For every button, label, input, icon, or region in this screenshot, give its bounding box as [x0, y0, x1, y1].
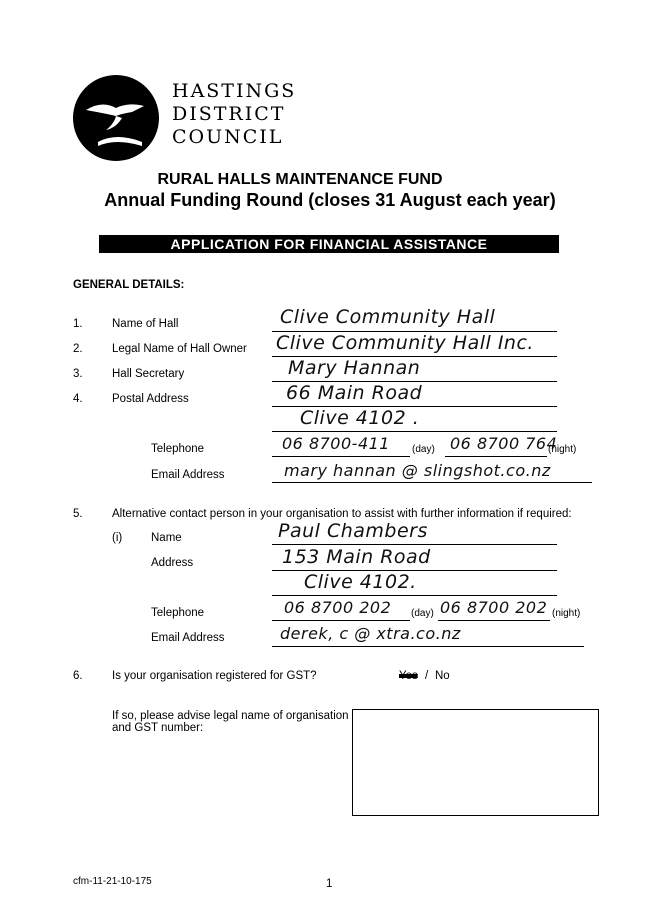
- gst-note-line1: If so, please advise legal name of organisation: [112, 710, 349, 722]
- postal-address-line1: 66 Main Road: [286, 382, 423, 404]
- email-line: [272, 482, 592, 483]
- alt-night-label: (night): [552, 608, 581, 619]
- council-logo: [72, 72, 164, 164]
- alt-address-line2: Clive 4102.: [304, 571, 417, 593]
- label-alt-contact: Alternative contact person in your organisation to assist with further information if required:: [112, 508, 572, 520]
- alt-address-line2-rule: [272, 595, 557, 596]
- email-value: mary hannan @ slingshot.co.nz: [284, 461, 551, 480]
- telephone-night-line: [445, 456, 547, 457]
- postal-address-line2: Clive 4102 .: [300, 407, 420, 429]
- page-number: 1: [326, 878, 333, 890]
- form-title: RURAL HALLS MAINTENANCE FUND: [157, 171, 443, 188]
- org-name-line3: COUNCIL: [172, 126, 284, 148]
- alt-day-label: (day): [411, 608, 434, 619]
- label-alt-telephone: Telephone: [151, 607, 205, 619]
- item-number-3: 3.: [73, 368, 83, 380]
- alt-address-line1: 153 Main Road: [282, 546, 431, 568]
- label-secretary: Hall Secretary: [112, 368, 185, 380]
- item-number-5: 5.: [73, 508, 83, 520]
- secretary-value: Mary Hannan: [288, 357, 421, 379]
- label-postal-address: Postal Address: [112, 393, 189, 405]
- alt-email-value: derek, c @ xtra.co.nz: [280, 624, 461, 643]
- logo-emblem-icon: [72, 72, 164, 164]
- item-number-6: 6.: [73, 670, 83, 682]
- gst-note-line2: and GST number:: [112, 722, 204, 734]
- night-label: (night): [548, 444, 577, 455]
- label-legal-name: Legal Name of Hall Owner: [112, 343, 247, 355]
- form-subtitle: Annual Funding Round (closes 31 August each year): [104, 190, 556, 210]
- telephone-night-value: 06 8700 764: [450, 434, 558, 453]
- postal-address-line2-rule: [272, 431, 557, 432]
- org-name-line2: DISTRICT: [172, 103, 286, 125]
- banner-title: APPLICATION FOR FINANCIAL ASSISTANCE: [99, 235, 559, 253]
- telephone-day-value: 06 8700-411: [282, 434, 390, 453]
- alt-telephone-day-line: [272, 620, 410, 621]
- gst-no: No: [435, 670, 450, 682]
- telephone-day-line: [272, 456, 410, 457]
- alt-name-value: Paul Chambers: [278, 520, 428, 542]
- hall-name-value: Clive Community Hall: [280, 306, 496, 328]
- alt-name-line: [272, 544, 557, 545]
- label-telephone: Telephone: [151, 443, 205, 455]
- gst-yes-struck: Yes: [399, 670, 418, 682]
- item-number-1: 1.: [73, 318, 83, 330]
- legal-name-value: Clive Community Hall Inc.: [276, 332, 534, 354]
- org-name-line1: HASTINGS: [172, 80, 297, 102]
- item-number-2: 2.: [73, 343, 83, 355]
- alt-email-line: [272, 646, 584, 647]
- label-alt-name: Name: [151, 532, 182, 544]
- gst-separator: /: [425, 670, 429, 682]
- label-alt-address: Address: [151, 557, 194, 569]
- label-alt-email: Email Address: [151, 632, 225, 644]
- form-reference: cfm-11-21-10-175: [73, 876, 152, 887]
- gst-details-box[interactable]: [352, 709, 599, 816]
- alt-telephone-day-value: 06 8700 202: [284, 598, 392, 617]
- day-label: (day): [412, 444, 435, 455]
- alt-telephone-night-line: [438, 620, 550, 621]
- sub-item-i: (i): [112, 532, 123, 544]
- item-number-4: 4.: [73, 393, 83, 405]
- section-heading: GENERAL DETAILS:: [73, 279, 185, 291]
- label-email: Email Address: [151, 469, 225, 481]
- label-hall-name: Name of Hall: [112, 318, 179, 330]
- alt-telephone-night-value: 06 8700 202: [440, 598, 548, 617]
- label-gst-question: Is your organisation registered for GST?: [112, 670, 317, 682]
